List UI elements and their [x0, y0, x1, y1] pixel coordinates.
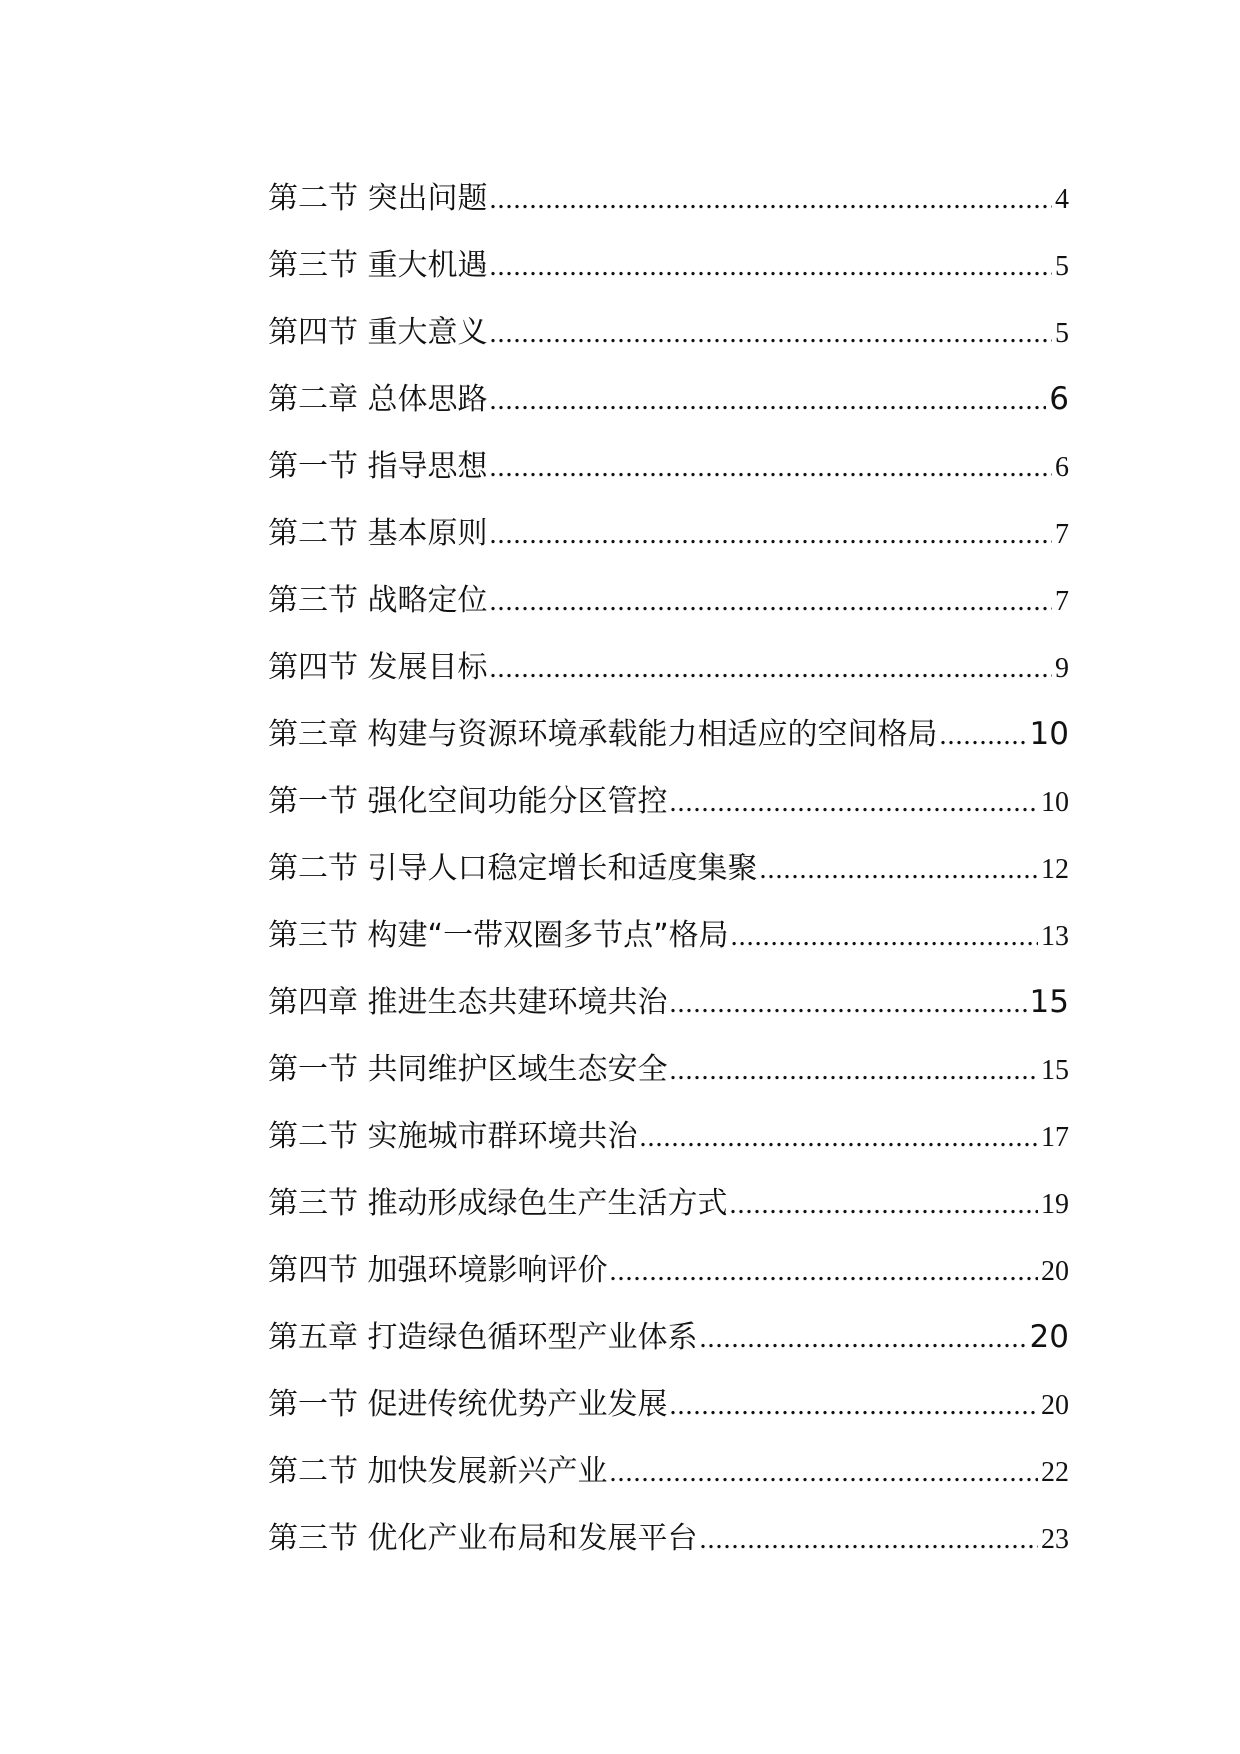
toc-page-number: 10: [1029, 716, 1069, 752]
toc-entry-label: 第三节 推动形成绿色生产生活方式: [268, 1186, 728, 1221]
dot-leader: [700, 1305, 1027, 1372]
dot-leader: [490, 367, 1047, 434]
dot-leader: [610, 1238, 1038, 1305]
toc-entry-label: 第五章 打造绿色循环型产业体系: [268, 1320, 698, 1355]
dot-leader: [760, 836, 1038, 903]
toc-section-entry[interactable]: [268, 1036, 1069, 1103]
toc-page-number: 20: [1041, 1390, 1069, 1421]
toc-page-number: 5: [1055, 318, 1069, 349]
dot-leader: [490, 166, 1052, 233]
dot-leader: [490, 501, 1052, 568]
toc-entry-label: 第一节 指导思想: [268, 449, 488, 484]
toc-page-number: 15: [1041, 1055, 1069, 1086]
toc-page-number: 13: [1041, 921, 1069, 952]
toc-entry-label: 第二节 基本原则: [268, 516, 488, 551]
toc-entry-label: 第四节 加强环境影响评价: [268, 1253, 608, 1288]
toc-section-entry[interactable]: [268, 1170, 1069, 1237]
dot-leader: [610, 1439, 1038, 1506]
toc-entry-label: 第二节 引导人口稳定增长和适度集聚: [268, 851, 758, 886]
toc-section-entry[interactable]: [268, 567, 1069, 634]
toc-entry-label: 第二节 突出问题: [268, 181, 488, 216]
toc-chapter-entry[interactable]: [268, 1304, 1069, 1371]
toc-entry-label: 第一节 促进传统优势产业发展: [268, 1387, 668, 1422]
dot-leader: [700, 1506, 1038, 1573]
toc-page-number: 19: [1041, 1189, 1069, 1220]
toc-entry-label: 第三节 重大机遇: [268, 248, 488, 283]
toc-page-number: 6: [1055, 452, 1069, 483]
toc-entry-label: 第二章 总体思路: [268, 382, 488, 417]
toc-page-number: 5: [1055, 251, 1069, 282]
dot-leader: [490, 233, 1052, 300]
dot-leader: [730, 1171, 1038, 1238]
toc-section-entry[interactable]: [268, 1103, 1069, 1170]
toc-page-number: 17: [1041, 1122, 1069, 1153]
toc-section-entry[interactable]: [268, 232, 1069, 299]
toc-page-number: 7: [1055, 519, 1069, 550]
toc-page-number: 7: [1055, 586, 1069, 617]
dot-leader: [670, 1037, 1038, 1104]
toc-entry-label: 第三节 构建“一带双圈多节点”格局: [268, 918, 729, 953]
toc-chapter-entry[interactable]: [268, 969, 1069, 1036]
toc-entry-label: 第三节 战略定位: [268, 583, 488, 618]
toc-section-entry[interactable]: [268, 1237, 1069, 1304]
toc-section-entry[interactable]: [268, 299, 1069, 366]
toc-chapter-entry[interactable]: [268, 701, 1069, 768]
toc-entry-label: 第四章 推进生态共建环境共治: [268, 985, 668, 1020]
toc-section-entry[interactable]: [268, 768, 1069, 835]
toc-page-number: 4: [1055, 184, 1069, 215]
toc-section-entry[interactable]: [268, 835, 1069, 902]
toc-page-number: 20: [1029, 1319, 1069, 1355]
dot-leader: [490, 635, 1052, 702]
toc-entry-label: 第二节 实施城市群环境共治: [268, 1119, 638, 1154]
toc-page-number: 6: [1049, 381, 1069, 417]
dot-leader: [670, 970, 1027, 1037]
dot-leader: [490, 568, 1052, 635]
toc-entry-label: 第四节 重大意义: [268, 315, 488, 350]
toc-section-entry[interactable]: [268, 1371, 1069, 1438]
toc-section-entry[interactable]: [268, 500, 1069, 567]
dot-leader: [731, 903, 1038, 970]
toc-section-entry[interactable]: [268, 165, 1069, 232]
toc-page-number: 20: [1041, 1256, 1069, 1287]
toc-entry-label: 第一节 共同维护区域生态安全: [268, 1052, 668, 1087]
toc-section-entry[interactable]: [268, 1438, 1069, 1505]
toc-page-number: 10: [1041, 787, 1069, 818]
dot-leader: [490, 300, 1052, 367]
toc-page-number: 22: [1041, 1457, 1069, 1488]
toc-entry-label: 第三节 优化产业布局和发展平台: [268, 1521, 698, 1556]
dot-leader: [490, 434, 1052, 501]
dot-leader: [640, 1104, 1038, 1171]
toc-section-entry[interactable]: [268, 902, 1069, 969]
toc-page-number: 12: [1041, 854, 1069, 885]
toc-page-number: 9: [1055, 653, 1069, 684]
toc-page-number: 23: [1041, 1524, 1069, 1555]
table-of-contents: [268, 165, 1069, 1572]
toc-page-number: 15: [1029, 984, 1069, 1020]
toc-entry-label: 第三章 构建与资源环境承载能力相适应的空间格局: [268, 717, 938, 752]
toc-entry-label: 第二节 加快发展新兴产业: [268, 1454, 608, 1489]
dot-leader: [670, 1372, 1038, 1439]
toc-chapter-entry[interactable]: [268, 366, 1069, 433]
toc-entry-label: 第一节 强化空间功能分区管控: [268, 784, 668, 819]
toc-entry-label: 第四节 发展目标: [268, 650, 488, 685]
toc-section-entry[interactable]: [268, 1505, 1069, 1572]
toc-section-entry[interactable]: [268, 634, 1069, 701]
toc-section-entry[interactable]: [268, 433, 1069, 500]
dot-leader: [940, 702, 1027, 769]
dot-leader: [670, 769, 1038, 836]
